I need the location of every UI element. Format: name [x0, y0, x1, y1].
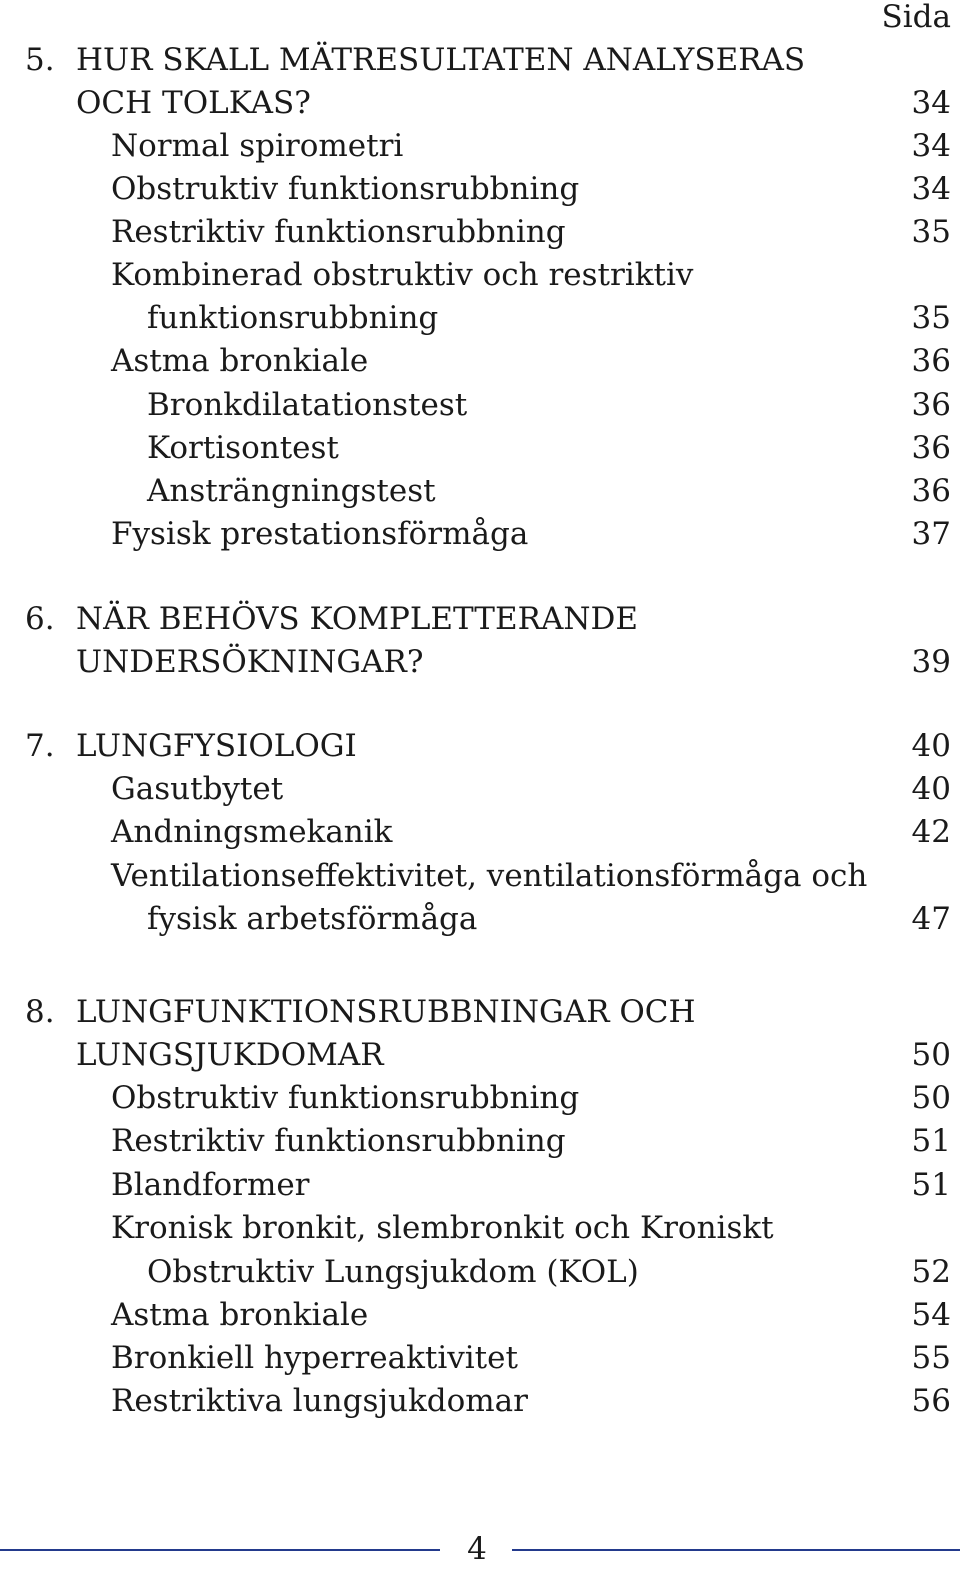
page-number: 40: [911, 728, 951, 764]
toc-subentry: [0, 384, 960, 427]
footer-page-number: 4: [467, 1531, 487, 1567]
entry-title: Andningsmekanik: [111, 814, 393, 850]
entry-title: Astma bronkiale: [111, 343, 369, 379]
page-number: 35: [911, 214, 951, 250]
toc-entry: [0, 1164, 960, 1207]
toc-entry-cont: [0, 1251, 960, 1294]
page-number: 55: [911, 1340, 951, 1376]
page-number: 37: [911, 516, 951, 552]
page-number: 47: [911, 901, 951, 937]
entry-title: fysisk arbetsförmåga: [147, 901, 478, 937]
section-title: OCH TOLKAS?: [76, 85, 311, 121]
entry-title: Fysisk prestationsförmåga: [111, 516, 529, 552]
page-number: 52: [911, 1254, 951, 1290]
entry-title: Obstruktiv funktionsrubbning: [111, 171, 580, 207]
toc-entry: [0, 340, 960, 383]
toc-entry: [0, 168, 960, 211]
page-number: 56: [911, 1383, 951, 1419]
section-number: 7.: [25, 728, 55, 764]
page-number: 54: [911, 1297, 951, 1333]
toc-entry: [0, 1207, 960, 1250]
page-number: 50: [911, 1080, 951, 1116]
section-title: LUNGFYSIOLOGI: [76, 728, 357, 764]
toc-section-5-heading: [0, 39, 960, 82]
entry-title: Astma bronkiale: [111, 1297, 369, 1333]
section-title: NÄR BEHÖVS KOMPLETTERANDE: [76, 601, 638, 637]
toc-entry: [0, 211, 960, 254]
toc-entry-cont: [0, 297, 960, 340]
entry-title: Normal spirometri: [111, 128, 404, 164]
entry-title: Restriktiv funktionsrubbning: [111, 214, 566, 250]
entry-title: Obstruktiv funktionsrubbning: [111, 1080, 580, 1116]
page-number: 34: [911, 85, 951, 121]
page-number: 36: [911, 343, 951, 379]
toc-entry: [0, 254, 960, 297]
section-number: 5.: [25, 42, 55, 78]
toc-section-8-heading-cont: [0, 1034, 960, 1077]
toc-section-5-heading-cont: [0, 82, 960, 125]
page-number: 42: [911, 814, 951, 850]
entry-title: Kronisk bronkit, slembronkit och Kroniskt: [111, 1210, 774, 1246]
entry-title: Ventilationseffektivitet, ventilationsförmåga och: [111, 858, 868, 894]
toc-entry: [0, 1380, 960, 1423]
page-number: 51: [911, 1123, 951, 1159]
page-number: 39: [911, 644, 951, 680]
section-title: HUR SKALL MÄTRESULTATEN ANALYSERAS: [76, 42, 806, 78]
toc-section-6-heading: [0, 598, 960, 641]
toc-entry: [0, 768, 960, 811]
footer-rule-right: [512, 1549, 960, 1551]
page-number: 36: [911, 387, 951, 423]
page-number: 34: [911, 128, 951, 164]
page-number: 34: [911, 171, 951, 207]
toc-entry: [0, 1294, 960, 1337]
entry-title: Blandformer: [111, 1167, 310, 1203]
toc-subentry: [0, 427, 960, 470]
entry-title: Gasutbytet: [111, 771, 284, 807]
toc-section-6-heading-cont: [0, 641, 960, 684]
entry-title: Obstruktiv Lungsjukdom (KOL): [147, 1254, 639, 1290]
page-number: 50: [911, 1037, 951, 1073]
page-number: 51: [911, 1167, 951, 1203]
entry-title: Bronkdilatationstest: [147, 387, 468, 423]
page-number: 36: [911, 430, 951, 466]
toc-entry: [0, 125, 960, 168]
toc-entry: [0, 855, 960, 898]
page-number: 40: [911, 771, 951, 807]
toc-entry: [0, 1120, 960, 1163]
entry-title: Restriktiv funktionsrubbning: [111, 1123, 566, 1159]
section-title: LUNGSJUKDOMAR: [76, 1037, 384, 1073]
entry-title: Kortisontest: [147, 430, 339, 466]
section-title: UNDERSÖKNINGAR?: [76, 644, 424, 680]
footer-rule-left: [0, 1549, 440, 1551]
toc-entry: [0, 513, 960, 556]
entry-title: Kombinerad obstruktiv och restriktiv: [111, 257, 694, 293]
toc-entry: [0, 1337, 960, 1380]
toc-section-7-heading: [0, 725, 960, 768]
entry-title: Ansträngningstest: [147, 473, 436, 509]
page-number: 36: [911, 473, 951, 509]
entry-title: Bronkiell hyperreaktivitet: [111, 1340, 518, 1376]
toc-subentry: [0, 470, 960, 513]
section-number: 6.: [25, 601, 55, 637]
section-title: LUNGFUNKTIONSRUBBNINGAR OCH: [76, 994, 696, 1030]
page-number: 35: [911, 300, 951, 336]
toc-entry: [0, 1077, 960, 1120]
toc-entry: [0, 811, 960, 854]
toc-section-8-heading: [0, 991, 960, 1034]
entry-title: Restriktiva lungsjukdomar: [111, 1383, 528, 1419]
page-column-header: Sida: [881, 0, 951, 35]
toc-entry-cont: [0, 898, 960, 941]
entry-title: funktionsrubbning: [147, 300, 439, 336]
section-number: 8.: [25, 994, 55, 1030]
